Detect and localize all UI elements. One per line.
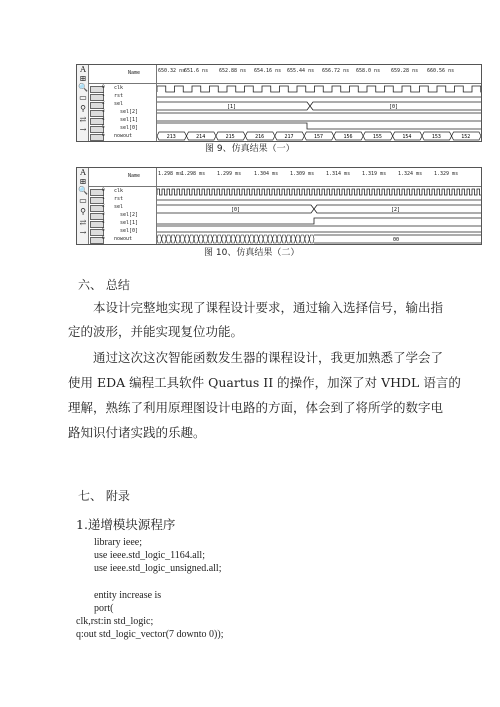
signal-index: 1 (102, 196, 105, 201)
bus-segment (212, 235, 217, 243)
time-tick-label: 1.298 ms (158, 171, 183, 177)
time-tick-label: 656.72 ns (322, 68, 350, 74)
select-tool-icon[interactable]: A (80, 168, 86, 177)
bus-segment (268, 235, 273, 243)
time-tick-label: 1.329 ms (434, 171, 459, 177)
signal-name: clk (114, 188, 124, 194)
bus-segment (231, 235, 236, 243)
paragraph-line: 通过这次这次智能函数发生器的课程设计，我更加熟悉了学会了 (93, 350, 444, 365)
waveform-traces-1 (157, 65, 481, 141)
bus-segment (240, 235, 245, 243)
signal-index: 0 (102, 85, 105, 90)
signal-index: 1 (102, 93, 105, 98)
signal-name: rst (114, 93, 124, 99)
signal-index: 4 (102, 117, 105, 122)
clk-trace (157, 86, 481, 92)
name-column-label: Name (128, 70, 141, 76)
replace-icon[interactable]: ⇄ (79, 218, 87, 227)
text-tool-icon[interactable]: ⊞ (79, 177, 87, 186)
signal-index: 2 (102, 204, 105, 209)
time-tick-label: 659.28 ns (391, 68, 419, 74)
clock-wave (157, 189, 481, 195)
bus-segment (208, 235, 213, 243)
time-tick-label: 652.88 ns (219, 68, 247, 74)
find-icon[interactable]: ⚲ (80, 207, 86, 216)
paragraph-line: 定的波形，并能实现复位功能。 (68, 324, 244, 339)
nowout-value-label: 00 (393, 237, 400, 243)
signal-index: 4 (102, 220, 105, 225)
signal-name: sel[2] (120, 212, 139, 218)
clk-trace (157, 189, 481, 195)
signal-index: 5 (102, 125, 105, 130)
bus-value-label: 155 (372, 134, 382, 140)
bus-segment (245, 235, 250, 243)
signal-name: nowout (114, 133, 133, 139)
signal-name: sel (114, 101, 124, 107)
bus-segment (226, 235, 231, 243)
paragraph-line: 本设计完整地实现了课程设计要求，通过输入选择信号，输出指 (93, 300, 444, 315)
sel2-trace (157, 218, 481, 224)
signal-list (88, 168, 157, 244)
time-tick-label: 1.304 ms (254, 171, 279, 177)
signal-name: sel[1] (120, 117, 139, 123)
figure10-caption: 图 10、仿真结果（二） (204, 248, 300, 258)
bus-segment (175, 235, 180, 243)
signal-name: sel[0] (120, 228, 139, 234)
bus-segment (217, 235, 222, 243)
fullscreen-icon[interactable]: ▭ (79, 93, 87, 102)
bus-segment (189, 235, 194, 243)
paragraph-line: 路知识付诸实践的乐趣。 (68, 425, 206, 440)
bus-segment (194, 235, 199, 243)
waveform-area[interactable] (157, 65, 481, 141)
signal-index: 0 (102, 188, 105, 193)
signal-name: sel (114, 204, 124, 210)
sel-trace (157, 205, 481, 213)
signal-list (88, 65, 157, 141)
sel0-trace (157, 123, 481, 129)
bus-segment (286, 235, 291, 243)
signal-index: 3 (102, 212, 105, 217)
bus-segment (282, 235, 287, 243)
signal-row[interactable] (88, 235, 156, 244)
time-tick-label: 655.44 ns (287, 68, 315, 74)
bus-segment (180, 235, 185, 243)
select-tool-icon[interactable]: A (80, 65, 86, 74)
signal-index: 6 (102, 133, 105, 138)
signal-index: 6 (102, 236, 105, 241)
code-line: q:out std_logic_vector(7 downto 0)); (76, 629, 224, 640)
zoom-icon[interactable]: 🔍 (78, 186, 88, 195)
code-line: clk,rst:in std_logic; (76, 616, 154, 627)
bus-value-label: 217 (284, 134, 294, 140)
bus-value-label: 152 (461, 134, 471, 140)
waveform-panel-2 (76, 167, 482, 245)
figure9-caption: 图 9、仿真结果（一） (205, 144, 295, 154)
clock-wave (157, 86, 481, 92)
bus-segment (157, 235, 162, 243)
bus-segment (222, 235, 227, 243)
sel-value-label: [0] (231, 207, 241, 213)
bus-segment (171, 235, 176, 243)
time-tick-label: 1.298 ms (181, 171, 206, 177)
signal-row[interactable] (88, 132, 156, 141)
time-tick-label: 1.314 ms (326, 171, 351, 177)
time-tick-label: 1.319 ms (362, 171, 387, 177)
text-tool-icon[interactable]: ⊞ (79, 74, 87, 83)
code-line: entity increase is (94, 590, 162, 601)
signal-name: clk (114, 85, 124, 91)
time-tick-label: 660.56 ns (427, 68, 455, 74)
sel-trace (157, 102, 481, 110)
time-tick-label: 658.0 ns (356, 68, 381, 74)
time-tick-label: 651.6 ns (184, 68, 209, 74)
signal-name: sel[2] (120, 109, 139, 115)
bus-value-label: 156 (343, 134, 353, 140)
nowout-bus-trace (157, 132, 481, 140)
signal-name: sel[1] (120, 220, 139, 226)
signal-header (88, 168, 156, 187)
arrow-right-icon[interactable]: → (79, 228, 87, 237)
bus-segment (259, 235, 264, 243)
bus-segment (162, 235, 167, 243)
code-line: use ieee.std_logic_unsigned.all; (94, 563, 222, 574)
bus-segment (203, 235, 208, 243)
waveform-area[interactable] (157, 168, 481, 244)
bus-segment (291, 235, 296, 243)
waveform-panel-1 (76, 64, 482, 142)
signal-name: nowout (114, 236, 133, 242)
code-line: use ieee.std_logic_1164.all; (94, 550, 205, 561)
nowout-bus-trace (157, 235, 481, 243)
signal-index: 5 (102, 228, 105, 233)
time-tick-label: 650.32 ns (158, 68, 186, 74)
time-tick-label: 1.309 ms (290, 171, 315, 177)
bus-value-label: 215 (225, 134, 235, 140)
arrow-right-icon[interactable]: → (79, 125, 87, 134)
bus-segment (249, 235, 254, 243)
bus-segment (166, 235, 171, 243)
bus-segment (236, 235, 241, 243)
time-tick-label: 1.299 ms (217, 171, 242, 177)
bus-value-label: 157 (314, 134, 324, 140)
bus-value-label: 154 (402, 134, 412, 140)
bus-segment (272, 235, 277, 243)
fullscreen-icon[interactable]: ▭ (79, 196, 87, 205)
replace-icon[interactable]: ⇄ (79, 115, 87, 124)
code-line: library ieee; (94, 537, 143, 548)
code-line: port( (94, 603, 114, 614)
bus-segment (305, 235, 310, 243)
name-column-label: Name (128, 173, 141, 179)
signal-index: 3 (102, 109, 105, 114)
bus-segment (263, 235, 268, 243)
sel-value-label: [2] (391, 207, 401, 213)
signal-index: 2 (102, 101, 105, 106)
bus-segment (185, 235, 190, 243)
bus-value-label: 214 (196, 134, 206, 140)
bus-segment (300, 235, 305, 243)
signal-name: rst (114, 196, 124, 202)
time-tick-label: 1.324 ms (398, 171, 423, 177)
bus-segment (309, 235, 314, 243)
zoom-icon[interactable]: 🔍 (78, 83, 88, 92)
bus-segment (199, 235, 204, 243)
bus-value-label: 216 (255, 134, 265, 140)
sel-value-label: [0] (389, 104, 399, 110)
find-icon[interactable]: ⚲ (80, 104, 86, 113)
signal-name: sel[0] (120, 125, 139, 131)
sel-value-label: [1] (227, 104, 237, 110)
section-heading-appendix: 七、 附录 (78, 489, 130, 503)
signal-header (88, 65, 156, 84)
subheading-increase-module: 1.递增模块源程序 (76, 517, 176, 532)
bus-value-label: 213 (166, 134, 176, 140)
bus-value-label: 153 (431, 134, 441, 140)
paragraph-line: 理解，熟练了利用原理图设计电路的方面，体会到了将所学的数字电 (68, 400, 444, 415)
section-heading-summary: 六、 总结 (78, 278, 130, 292)
waveform-traces-2 (157, 168, 481, 244)
paragraph-line: 使用 EDA 编程工具软件 Quartus II 的操作，加深了对 VHDL 语言的 (68, 375, 461, 390)
time-tick-label: 654.16 ns (254, 68, 282, 74)
bus-segment (254, 235, 259, 243)
bus-segment (296, 235, 301, 243)
bus-segment (277, 235, 282, 243)
